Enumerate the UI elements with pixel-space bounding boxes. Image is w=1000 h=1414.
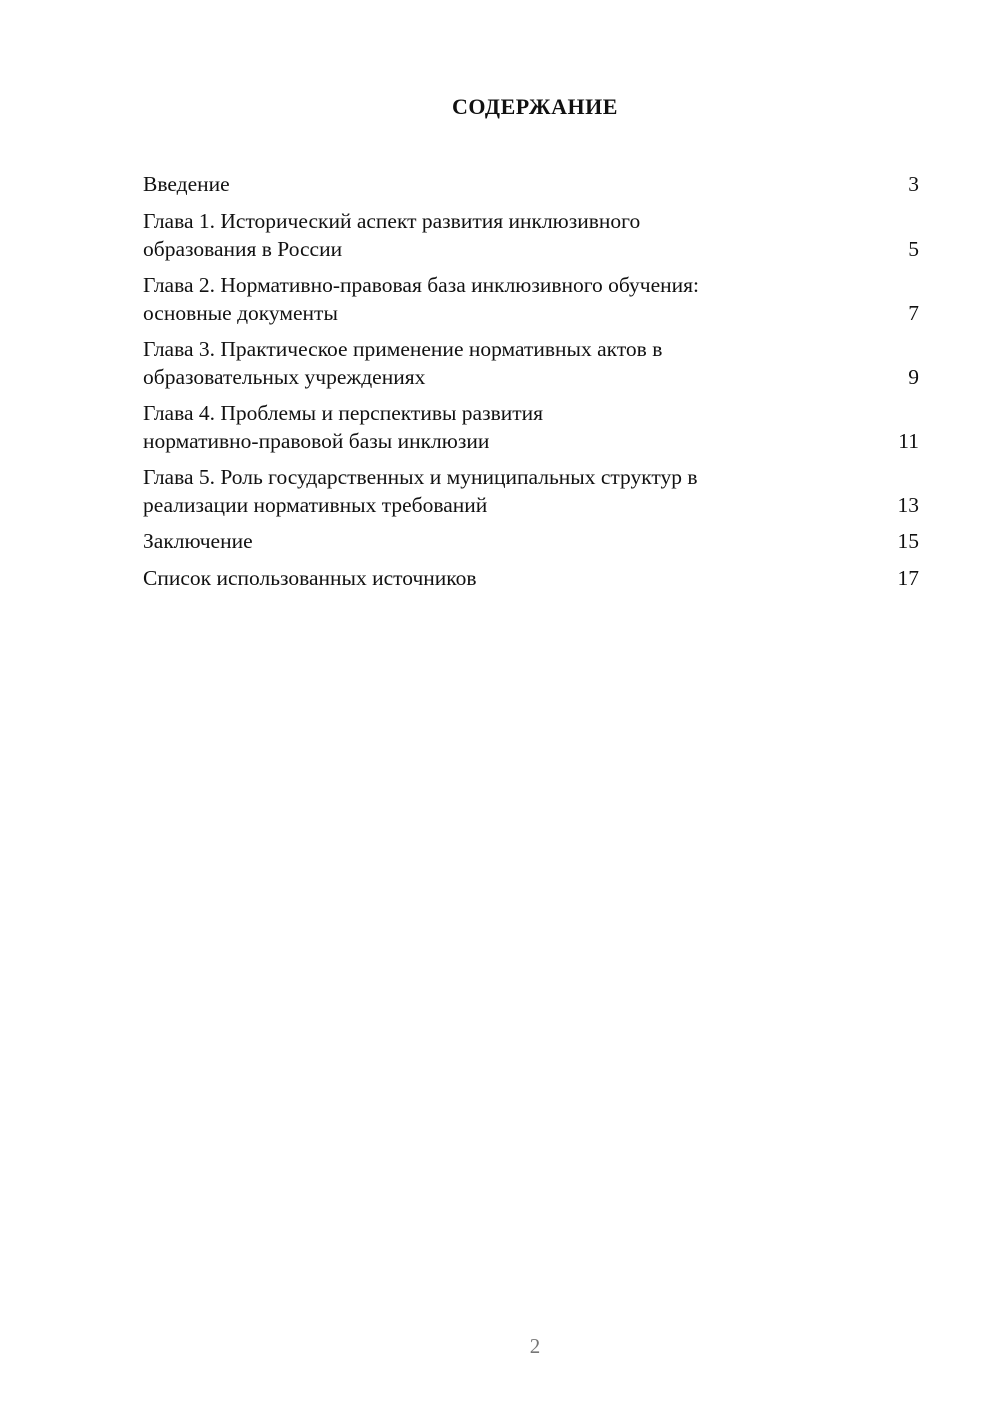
toc-entry-page: 15 xyxy=(897,529,919,553)
toc-entry-page: 3 xyxy=(908,172,919,196)
toc-entry-line: основные документы xyxy=(143,301,338,325)
toc-entry-line: Список использованных источников xyxy=(143,566,477,590)
toc-entry-text xyxy=(143,207,640,263)
toc-entry-page: 7 xyxy=(908,301,919,325)
toc-entry-text xyxy=(143,271,699,327)
toc-entry-references xyxy=(143,564,919,592)
toc-list xyxy=(143,170,919,601)
toc-entry-text xyxy=(143,564,477,592)
toc-entry-chapter-5 xyxy=(143,463,919,519)
toc-entry-page: 9 xyxy=(908,365,919,389)
toc-entry-page: 13 xyxy=(897,493,919,517)
toc-entry-chapter-4 xyxy=(143,399,919,455)
toc-entry-line: Глава 1. Исторический аспект развития инклюзивного xyxy=(143,209,641,233)
toc-entry-line: Глава 5. Роль государственных и муниципальных структур в xyxy=(143,465,698,489)
toc-entry-text xyxy=(143,463,698,519)
toc-entry-page: 17 xyxy=(897,566,919,590)
toc-entry-text xyxy=(143,527,253,555)
toc-entry-line: Глава 3. Практическое применение нормативных актов в xyxy=(143,337,663,361)
toc-entry-line: образования в России xyxy=(143,237,343,261)
toc-entry-page: 5 xyxy=(908,237,919,261)
toc-entry-line: Заключение xyxy=(143,529,253,553)
toc-entry-text xyxy=(143,335,662,391)
toc-entry-text xyxy=(143,170,230,198)
page-number: 2 xyxy=(529,1334,541,1358)
toc-entry-conclusion xyxy=(143,527,919,555)
toc-entry-text xyxy=(143,399,543,455)
toc-entry-line: Глава 2. Нормативно-правовая база инклюзивного обучения: xyxy=(143,273,700,297)
toc-entry-chapter-1 xyxy=(143,207,919,263)
toc-entry-line: реализации нормативных требований xyxy=(143,493,488,517)
toc-entry-line: Введение xyxy=(143,172,230,196)
toc-entry-introduction xyxy=(143,170,919,198)
toc-entry-line: нормативно-правовой базы инклюзии xyxy=(143,429,490,453)
toc-entry-line: образовательных учреждениях xyxy=(143,365,426,389)
toc-entry-chapter-2 xyxy=(143,271,919,327)
toc-title: СОДЕРЖАНИЕ xyxy=(452,94,618,119)
toc-entry-page: 11 xyxy=(898,429,919,453)
toc-entry-line: Глава 4. Проблемы и перспективы развития xyxy=(143,401,544,425)
toc-entry-chapter-3 xyxy=(143,335,919,391)
